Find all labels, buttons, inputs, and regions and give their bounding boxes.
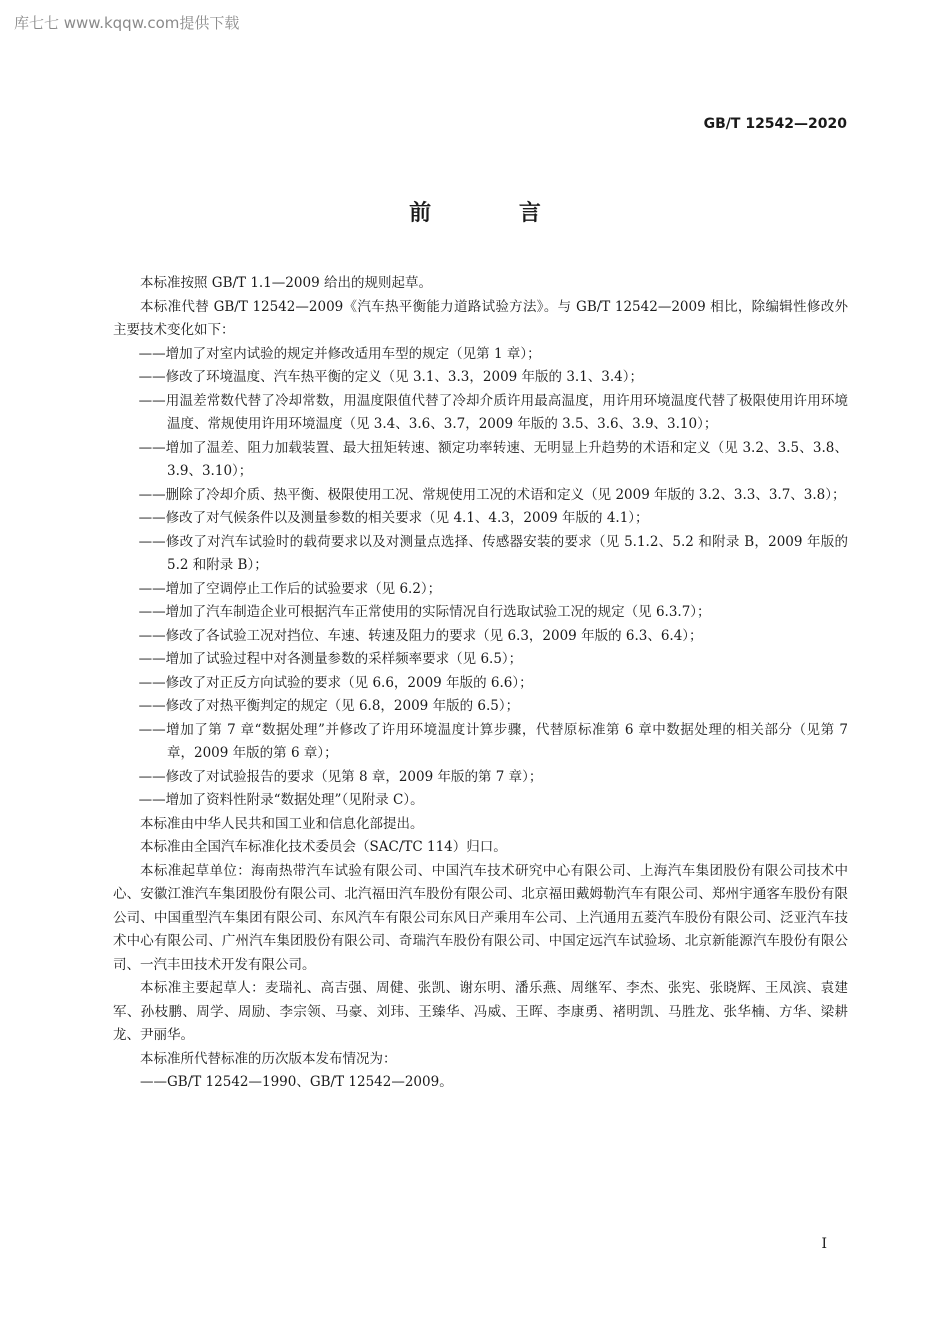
change-item: ——增加了汽车制造企业可根据汽车正常使用的实际情况自行选取试验工况的规定（见 6.3.7）； xyxy=(138,604,711,620)
history-intro-paragraph: 本标准所代替标准的历次版本发布情况为： xyxy=(140,1050,397,1067)
change-item: ——增加了资料性附录“数据处理”（见附录 C）。 xyxy=(138,792,424,808)
change-item: ——增加了试验过程中对各测量参数的采样频率要求（见 6.5）； xyxy=(138,651,523,667)
change-item: ——修改了对试验报告的要求（见第 8 章，2009 年版的第 7 章）； xyxy=(138,768,543,785)
page-title: 前 言 xyxy=(409,201,581,226)
change-item: ——增加了空调停止工作后的试验要求（见 6.2）； xyxy=(138,580,442,597)
page-number: I xyxy=(821,1236,827,1252)
change-item: ——增加了温差、阻力加载装置、最大扭矩转速、额定功率转速、无明显上升趋势的术语和定义（见 3.2、3.5、3.8、3.9、3.10）； xyxy=(138,439,848,479)
change-item: ——修改了对热平衡判定的规定（见 6.8，2009 年版的 6.5）； xyxy=(138,698,520,714)
standard-code: GB/T 12542—2020 xyxy=(703,116,847,132)
change-item: ——修改了对气候条件以及测量参数的相关要求（见 4.1、4.3，2009 年版的 4.1）； xyxy=(138,510,649,526)
drafting-units-paragraph: 本标准起草单位：海南热带汽车试验有限公司、中国汽车技术研究中心有限公司、上海汽车集团股份有限公司技术中心、安徽江淮汽车集团股份有限公司、北汽福田汽车股份有限公司、北京福田戴姆勒汽车有限公司、郑州宇通客车股份有限公司、中国重型汽车集团有限公司、东风汽车有限公司东风日产乘用车公司、上汽通用五菱汽车股份有限公司、泛亚汽车技术中心有限公司、广州汽车集团股份有限公司、奇瑞汽车股份有限公司、中国定远汽车试验场、北京新能源汽车股份有限公司、一汽丰田技术开发有限公司。 xyxy=(113,862,848,973)
committee-paragraph: 本标准由全国汽车标准化技术委员会（SAC/TC 114）归口。 xyxy=(140,839,507,855)
change-item: ——修改了环境温度、汽车热平衡的定义（见 3.1、3.3，2009 年版的 3.1、3.4）； xyxy=(138,369,644,385)
watermark: 库七七 www.kqqw.com提供下载 xyxy=(14,14,240,32)
change-item: ——修改了对汽车试验时的载荷要求以及对测量点选择、传感器安装的要求（见 5.1.2、5.2 和附录 B，2009 年版的 5.2 和附录 B）； xyxy=(138,533,848,573)
proposer-paragraph: 本标准由中华人民共和国工业和信息化部提出。 xyxy=(140,815,424,832)
foreword-body xyxy=(113,272,848,1095)
change-item: ——删除了冷却介质、热平衡、极限使用工况、常规使用工况的术语和定义（见 2009 年版的 3.2、3.3、3.7、3.8）； xyxy=(138,486,846,503)
history-item: ——GB/T 12542—1990、GB/T 12542—2009。 xyxy=(140,1074,453,1090)
change-item: ——修改了各试验工况对挡位、车速、转速及阻力的要求（见 6.3，2009 年版的 6.3、6.4）； xyxy=(138,627,703,644)
change-item: ——修改了对正反方向试验的要求（见 6.6，2009 年版的 6.6）； xyxy=(138,674,533,691)
change-item: ——用温差常数代替了冷却常数，用温度限值代替了冷却介质许用最高温度，用许用环境温度代替了极限使用许用环境温度、常规使用许用环境温度（见 3.4、3.6、3.7，2009 年版的 3.5、3.6、3.9、3.10）； xyxy=(138,392,848,432)
intro-paragraph: 本标准代替 GB/T 12542—2009《汽车热平衡能力道路试验方法》。与 GB/T 12542—2009 相比，除编辑性修改外主要技术变化如下： xyxy=(113,298,848,338)
change-item: ——增加了第 7 章“数据处理”并修改了许用环境温度计算步骤，代替原标准第 6 章中数据处理的相关部分（见第 7 章，2009 年版的第 6 章）； xyxy=(138,721,848,761)
change-item: ——增加了对室内试验的规定并修改适用车型的规定（见第 1 章）； xyxy=(138,345,541,362)
intro-paragraph: 本标准按照 GB/T 1.1—2009 给出的规则起草。 xyxy=(140,275,432,291)
drafters-paragraph: 本标准主要起草人：麦瑞礼、高吉强、周健、张凯、谢东明、潘乐燕、周继军、李杰、张宪、张晓辉、王凤滨、袁建军、孙枝鹏、周学、周励、李宗领、马豪、刘玮、王臻华、冯威、王晖、李康勇、褚明凯、马胜龙、张华楠、方华、梁耕龙、尹丽华。 xyxy=(113,980,848,1043)
